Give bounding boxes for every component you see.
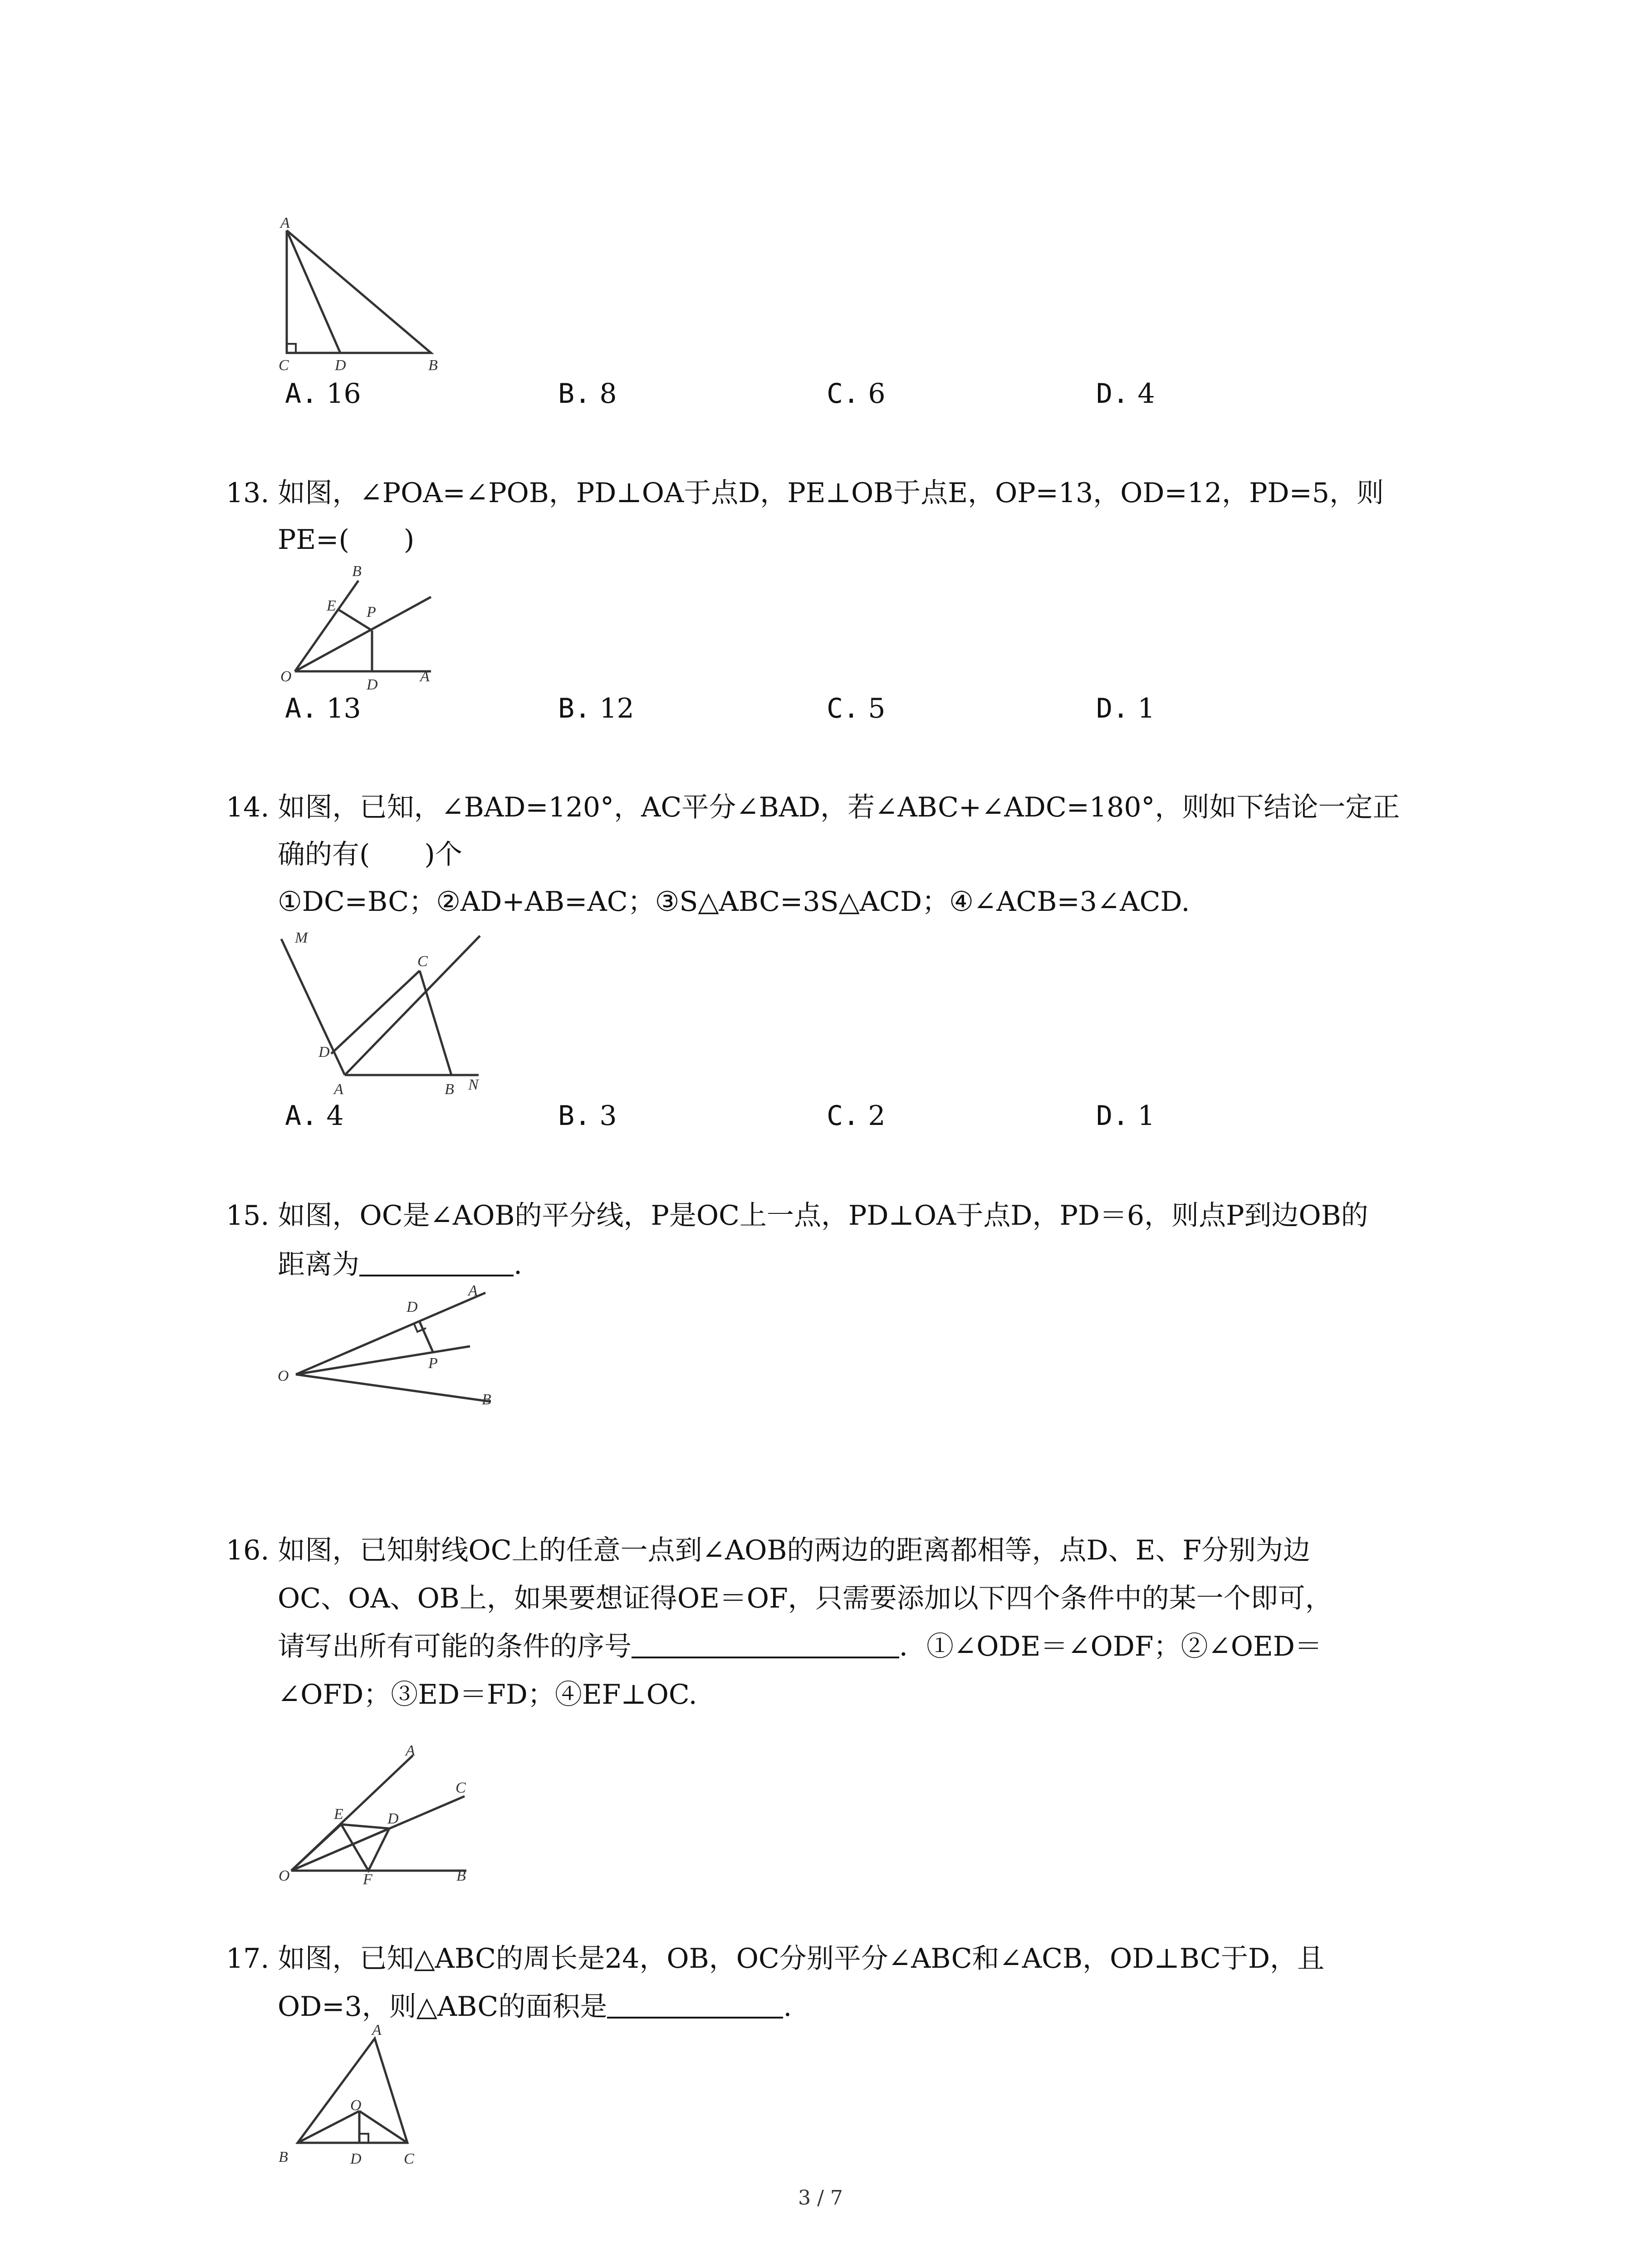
q13-line1: 13. 如图，∠POA=∠POB，PD⊥OA于点D，PE⊥OB于点E，OP=13，OD=12，PD=5，则 [226,477,1384,509]
q17-label-b: B [279,2149,288,2165]
q16-line3: 请写出所有可能的条件的序号 ．①∠ODE＝∠ODF；②∠OED＝ [278,1623,1322,1670]
q16-label-d: D [387,1810,399,1827]
q16-label-c: C [456,1779,466,1796]
q15-line1: 15. 如图，OC是∠AOB的平分线，P是OC上一点，PD⊥OA于点D，PD＝6，则点P到边OB的 [226,1200,1368,1232]
q14-option-b: B. 3 [558,1100,617,1132]
q16-label-f: F [363,1871,372,1888]
q13-label-d: D [367,676,378,693]
q14-line2: 确的有( )个 [278,839,462,870]
q12-option-c: C. 6 [827,378,886,410]
q14-line1: 14. 如图，已知，∠BAD=120°，AC平分∠BAD，若∠ABC+∠ADC=180°，则如下结论一定正 [226,792,1400,823]
q13-option-c: C. 5 [827,693,886,724]
q16-label-b: B [456,1867,466,1884]
q17-answer-blank[interactable] [607,1988,783,2019]
q17-line1: 17. 如图，已知△ABC的周长是24，OB，OC分别平分∠ABC和∠ACB，OD⊥BC于D，且 [226,1943,1325,1975]
q15-label-d: D [407,1299,418,1315]
q15-label-p: P [428,1355,438,1372]
q15-label-b: B [482,1391,491,1408]
q14-label-n: N [468,1076,479,1093]
q14-line3: ①DC=BC；②AD+AB=AC；③S△ABC=3S△ACD；④∠ACB=3∠ACD. [278,886,1190,918]
q12-label-d: D [335,357,346,374]
q14-option-c: C. 2 [827,1100,886,1132]
page-number: 3 / 7 [798,2186,843,2209]
q12-figure [254,209,454,376]
q14-option-d: D. 1 [1096,1100,1155,1132]
q16-line4: ∠OFD；③ED＝FD；④EF⊥OC. [278,1679,697,1711]
q12-option-d: D. 4 [1096,378,1155,410]
q15-figure [272,1279,508,1415]
q14-label-a: A [334,1081,343,1098]
q12-option-b: B. 8 [558,378,617,410]
q15-line2: 距离为 . [278,1241,522,1288]
q17-line2: OD=3，则△ABC的面积是 . [278,1983,792,2030]
q13-line2: PE=( ) [278,524,415,556]
q16-line2: OC、OA、OB上，如果要想证得OE＝OF，只需要添加以下四个条件中的某一个即可， [278,1583,1332,1614]
q16-label-o: O [279,1867,290,1884]
q13-label-b: B [352,563,362,580]
q14-option-a: A. 4 [285,1100,344,1132]
q16-label-a: A [406,1742,415,1759]
q14-figure [272,925,526,1107]
q14-label-c: C [417,953,428,970]
q14-label-b: B [445,1081,454,1098]
q15-label-a: A [468,1282,478,1299]
q17-label-d: D [350,2151,362,2167]
q14-label-m: M [295,929,308,946]
q16-figure [272,1719,490,1892]
q13-option-d: D. 1 [1096,693,1155,724]
q16-answer-blank[interactable] [632,1628,899,1658]
q12-label-a: A [280,215,290,231]
q17-label-a: A [372,2022,382,2038]
q16-line1: 16. 如图，已知射线OC上的任意一点到∠AOB的两边的距离都相等，点D、E、F分别为边 [226,1535,1311,1566]
q15-label-o: O [278,1368,289,1384]
q13-option-b: B. 12 [558,693,634,724]
q12-label-c: C [279,357,289,374]
q16-label-e: E [334,1806,343,1823]
q14-label-d: D [318,1044,330,1061]
q13-option-a: A. 13 [285,693,361,724]
q13-label-e: E [327,597,336,614]
q13-label-p: P [367,604,376,621]
q13-label-a: A [420,668,430,685]
q12-label-b: B [428,357,438,374]
q17-label-o: O [350,2097,362,2114]
q13-label-o: O [280,668,292,685]
q17-label-c: C [404,2151,414,2167]
q12-option-a: A. 16 [285,378,361,410]
q17-figure [272,2022,463,2186]
q15-answer-blank[interactable] [359,1246,514,1276]
q13-figure [272,558,463,703]
